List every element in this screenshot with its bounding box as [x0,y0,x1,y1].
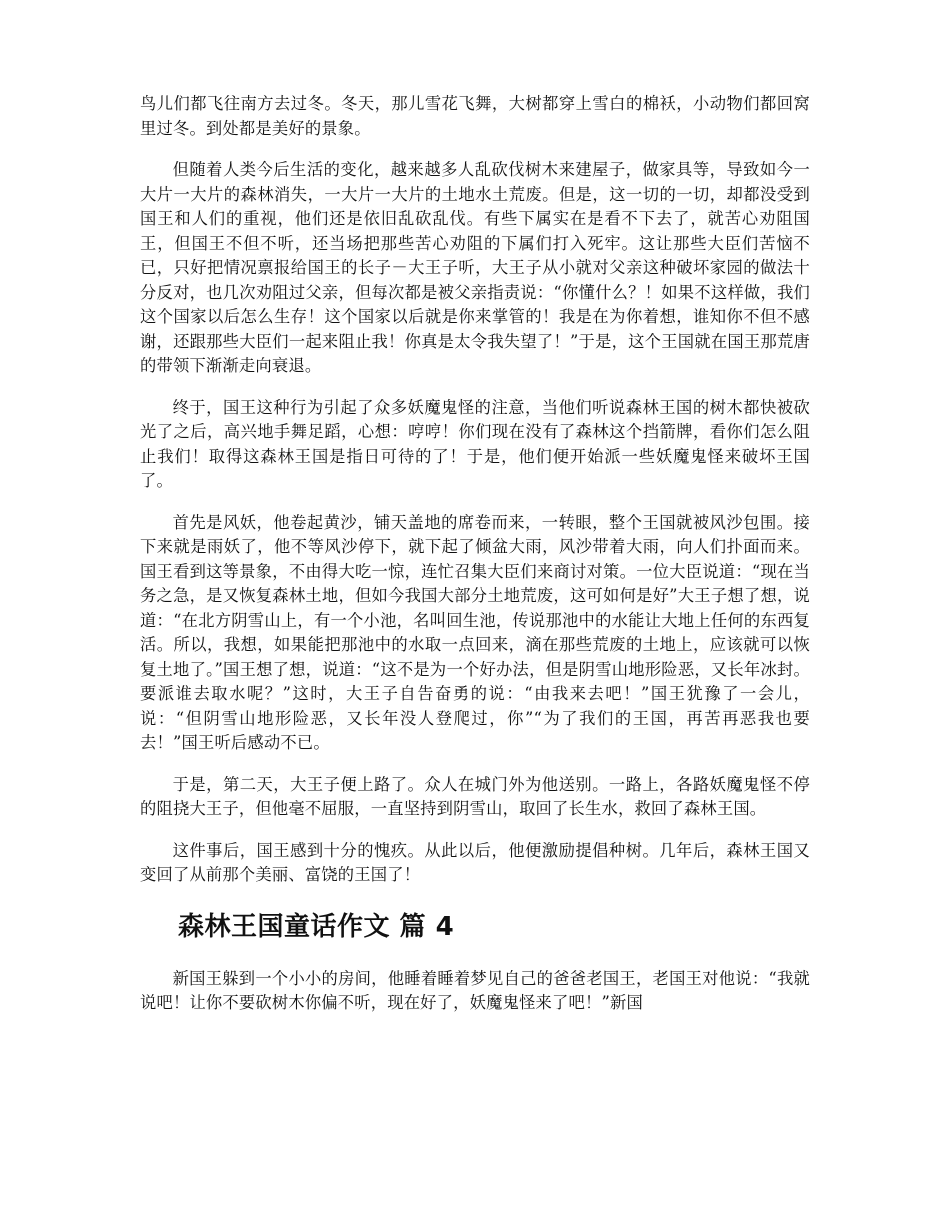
paragraph-6: 这件事后，国王感到十分的愧疚。从此以后，他便激励提倡种树。几年后，森林王国又变回了从前那个美丽、富饶的王国了！ [140,840,810,884]
paragraph-7: 新国王躲到一个小小的房间，他睡着睡着梦见自己的爸爸老国王，老国王对他说：“我就说吧！让你不要砍树木你偏不听，现在好了，妖魔鬼怪来了吧！”新国 [140,968,810,1012]
paragraph-5: 于是，第二天，大王子便上路了。众人在城门外为他送别。一路上，各路妖魔鬼怪不停的阻挠大王子，但他毫不屈服，一直坚持到阴雪山，取回了长生水，救回了森林王国。 [140,774,810,818]
section-heading: 森林王国童话作文 篇 4 [178,911,455,942]
paragraph-2: 但随着人类今后生活的变化，越来越多人乱砍伐树木来建屋子，做家具等，导致如今一大片一大片的森林消失，一大片一大片的土地水土荒废。但是，这一切的一切，却都没受到国王和人们的重视，他们还是依旧乱砍乱伐。有些下属实在是看不下去了，就苦心劝阻国王，但国王不但不听，还当场把那些苦心劝阻的下属们打入死牢。这让那些大臣们苦恼不已，只好把情况禀报给国王的长子－大王子听，大王子从小就对父亲这种破坏家园的做法十分反对，也几次劝阻过父亲，但每次都是被父亲指责说：“你懂什么？！如果不这样做，我们这个国家以后怎么生存！这个国家以后就是你来掌管的！我是在为你着想，谁知你不但不感谢，还跟那些大臣们一起来阻止我！你真是太令我失望了！”于是，这个王国就在国王那荒唐的带领下渐渐走向衰退。 [140,160,810,375]
paragraph-4: 首先是风妖，他卷起黄沙，铺天盖地的席卷而来，一转眼，整个王国就被风沙包围。接下来就是雨妖了，他不等风沙停下，就下起了倾盆大雨，风沙带着大雨，向人们扑面而来。国王看到这等景象，不由得大吃一惊，连忙召集大臣们来商讨对策。一位大臣说道：“现在当务之急，是又恢复森林土地，但如今我国大部分土地荒废，这可如何是好”大王子想了想，说道：“在北方阴雪山上，有一个小池，名叫回生池，传说那池中的水能让大地上任何的东西复活。所以，我想，如果能把那池中的水取一点回来，滴在那些荒废的土地上，应该就可以恢复土地了。”国王想了想，说道：“这不是为一个好办法，但是阴雪山地形险恶，又长年冰封。要派谁去取水呢？”这时，大王子自告奋勇的说：“由我来去吧！”国王犹豫了一会儿，说：“但阴雪山地形险恶，又长年没人登爬过，你”“为了我们的王国，再苦再恶我也要去！”国王听后感动不已。 [140,512,810,752]
paragraph-1: 鸟儿们都飞往南方去过冬。冬天，那儿雪花飞舞，大树都穿上雪白的棉袄，小动物们都回窝里过冬。到处都是美好的景象。 [140,94,810,138]
paragraph-3: 终于，国王这种行为引起了众多妖魔鬼怪的注意，当他们听说森林王国的树木都快被砍光了之后，高兴地手舞足蹈，心想：哼哼！你们现在没有了森林这个挡箭牌，看你们怎么阻止我们！取得这森林王国是指日可待的了！于是，他们便开始派一些妖魔鬼怪来破坏王国了。 [140,397,810,490]
document-page [140,92,810,1033]
